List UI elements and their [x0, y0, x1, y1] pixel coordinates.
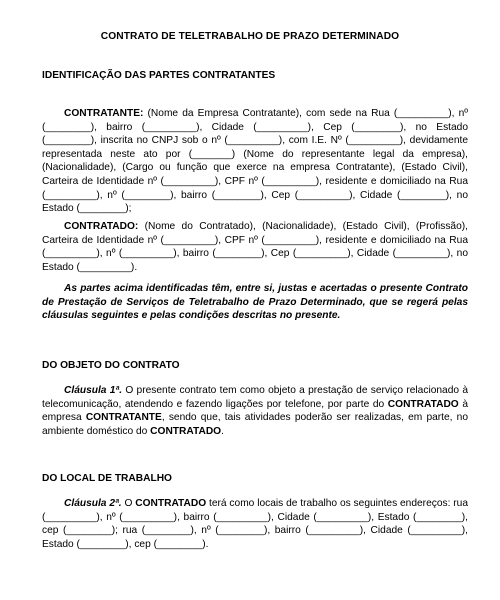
clausula1-bold-c: CONTRATADO — [150, 425, 222, 437]
clausula1-text-c: , sendo que, tais atividades poderão ser realizadas, em parte, no ambiente doméstico do — [42, 412, 468, 437]
contratante-text: (Nome da Empresa Contratante), com sede na Rua (_________), nº (________), bairro (_________), Cidade (_________), Cep (________), no Estado (________), inscrita no CNPJ sob o nº (_________), com I.E. Nº (_________), devidamente representada neste ato por (_______) (Nome do representante legal da empresa), (Nacionalidade), (Cargo ou função que exerce na empresa Contratante), (Estado Civil), Carteira de Identidade nº (_________), CPF nº (_________), residente e domiciliado na Rua (_________), nº (________), bairro (________), Cep (_________), Cidade (________), no Estado (________); — [42, 108, 468, 215]
clausula1-text-d: . — [221, 425, 224, 437]
clausula1-bold-b: CONTRATANTE — [85, 412, 162, 424]
contratado-text: (Nome do Contratado), (Nacionalidade), (Estado Civil), (Profissão), Carteira de Identidade nº (_________), CPF nº (_________), residente e domiciliado na Rua (_________), nº (_________), bairro (________), Cep (_________), Cidade (_________), no Estado (_________). — [42, 221, 468, 273]
clausula2-paragraph — [42, 497, 468, 551]
contratado-paragraph — [42, 220, 468, 274]
agreement-paragraph: As partes acima identificadas têm, entre si, justas e acertadas o presente Contrato de Prestação de Serviços de Teletrabalho de Prazo Determinado, que se regerá pelas cláusulas seguintes e pelas condições descritas no presente. — [42, 283, 468, 322]
clausula1-bold-a: CONTRATADO — [387, 398, 459, 410]
contratado-label: CONTRATADO: — [64, 221, 139, 232]
parties-heading: IDENTIFICAÇÃO DAS PARTES CONTRATANTES — [42, 70, 276, 81]
clausula2-label: Cláusula 2ª. — [64, 498, 122, 509]
clausula1-paragraph — [42, 384, 468, 438]
clausula2-text-b: terá como locais de trabalho os seguintes endereços: rua (_________), nº (_________), bairro (_________), Cidade (_________), Estado (________), cep (________); rua (________), nº (________), bairro (_________), Cidade (_________), Estado (________), cep (________). — [42, 498, 469, 550]
local-heading: DO LOCAL DE TRABALHO — [42, 473, 172, 484]
document-title: CONTRATO DE TELETRABALHO DE PRAZO DETERMINADO — [100, 31, 400, 42]
clausula1-label: Cláusula 1ª. — [64, 385, 123, 396]
clausula2-text-a: O — [121, 498, 136, 509]
clausula2-bold-a: CONTRATADO — [135, 498, 207, 509]
clausula1-text-b: à empresa — [42, 398, 468, 424]
objeto-heading: DO OBJETO DO CONTRATO — [42, 360, 180, 371]
clausula1-text-a: O presente contrato tem como objeto a prestação de serviço relacionado à telecomunicação, atendendo e fazendo ligações por telefone, por parte do — [42, 385, 468, 410]
contratante-label: CONTRATANTE: — [64, 108, 144, 119]
contratante-paragraph — [42, 107, 468, 216]
